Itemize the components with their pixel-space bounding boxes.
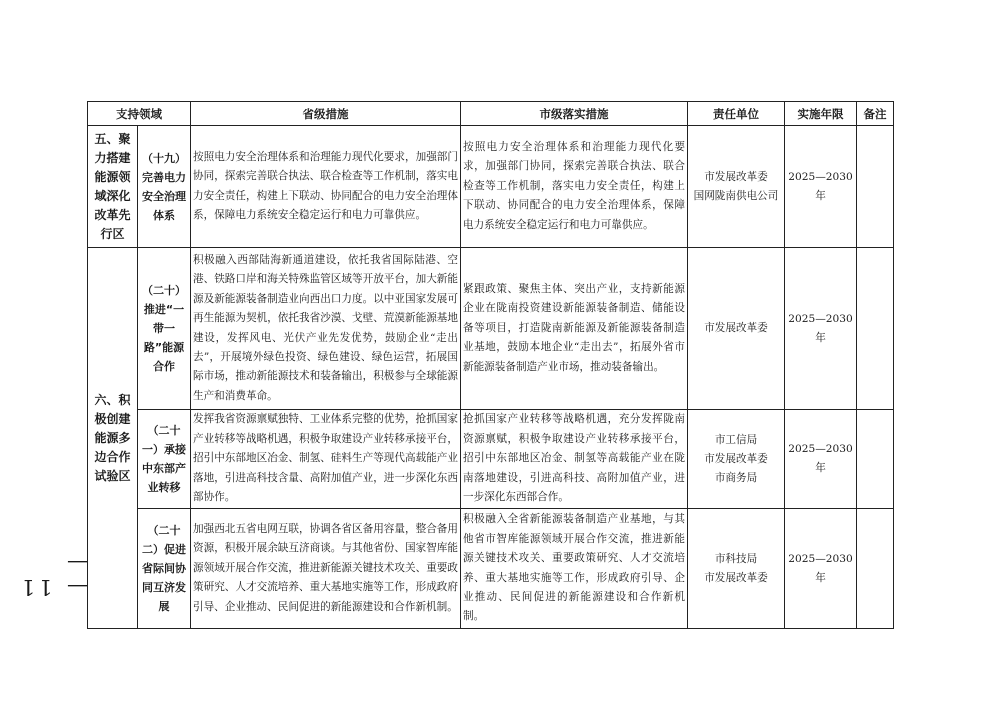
responsible-unit (688, 126, 785, 248)
area-cell: 五、聚力搭建能源领域深化改革先行区 (88, 126, 138, 248)
remark-cell (857, 410, 894, 509)
remark-cell (857, 248, 894, 410)
unit-line: 市发展改革委 (704, 170, 768, 183)
responsible-unit (688, 509, 785, 629)
header-municipal-measures: 市级落实措施 (461, 102, 688, 126)
item-title: （二十一）承接中东部产业转移 (138, 410, 191, 509)
header-responsible-unit: 责任单位 (688, 102, 785, 126)
header-remarks: 备注 (857, 102, 894, 126)
table-header-row (88, 102, 894, 126)
unit-line: 市科技局 (714, 552, 758, 565)
unit-line: 市商务局 (714, 471, 758, 484)
policy-table (87, 101, 894, 629)
page-number: — 11 — (17, 551, 88, 599)
item-title: （二十二）促进省际间协同互济发展 (138, 509, 191, 629)
remark-cell (857, 509, 894, 629)
item-title: （二十）推进“一带一路”能源合作 (138, 248, 191, 410)
provincial-measure-text: 加强西北五省电网互联，协调各省区备用容量，整合备用资源，积极开展余缺互济商谈。与其他省份、国家智库能源领域开展合作交流，推进新能源关键技术攻关、重要政策研究、人才交流培养、重大基地实施等工作，形成政府引导、企业推动、民间促进的新能源建设和合作新机制。 (191, 509, 461, 629)
unit-line: 国网陇南供电公司 (693, 189, 779, 202)
area-cell: 六、积极创建能源多边合作试验区 (88, 248, 138, 629)
header-provincial-measures: 省级措施 (191, 102, 461, 126)
provincial-measure-text: 积极融入西部陆海新通道建设，依托我省国际陆港、空港、铁路口岸和海关特殊监管区域等开放平台，加大新能源及新能源装备制造业向西出口力度。以中亚国家发展可再生能源为契机，依托我省沙漠、戈壁、荒漠新能源基地建设，发挥风电、光伏产业先发优势，鼓励企业“走出去”，开展境外绿色投资、绿色建设、绿色运营，拓展国际市场，推动新能源技术和装备输出，积极参与全球能源生产和消费革命。 (191, 248, 461, 410)
implementation-years: 2025—2030年 (785, 509, 857, 629)
municipal-measure-text: 紧跟政策、聚焦主体、突出产业，支持新能源企业在陇南投资建设新能源装备制造、储能设备等项目，打造陇南新能源及新能源装备制造业基地，鼓励本地企业“走出去”，拓展外省市新能源装备制造产业市场，推动装备输出。 (461, 248, 688, 410)
table-row (88, 509, 894, 629)
table-row (88, 410, 894, 509)
implementation-years: 2025—2030年 (785, 410, 857, 509)
unit-line: 市发展改革委 (704, 322, 768, 334)
unit-line: 市工信局 (714, 433, 758, 446)
implementation-years: 2025—2030年 (785, 248, 857, 410)
table-row (88, 248, 894, 410)
provincial-measure-text: 发挥我省资源禀赋独特、工业体系完整的优势，抢抓国家产业转移等战略机遇，积极争取建设产业转移承接平台，招引中东部地区冶金、制氢、硅料生产等现代高载能产业落地，引进高科技含量、高附加值产业，进一步深化东西部协作。 (191, 410, 461, 509)
responsible-unit (688, 410, 785, 509)
municipal-measure-text: 积极融入全省新能源装备制造产业基地，与其他省市智库能源领域开展合作交流，推进新能源关键技术攻关、重要政策研究、人才交流培养、重大基地实施等工作，形成政府引导、企业推动、民间促进的新能源建设和合作新机制。 (461, 509, 688, 629)
provincial-measure-text: 按照电力安全治理体系和治理能力现代化要求，加强部门协同，探索完善联合执法、联合检查等工作机制，落实电力安全责任，构建上下联动、协同配合的电力安全治理体系，保障电力系统安全稳定运行和电力可靠供应。 (191, 126, 461, 248)
municipal-measure-text: 按照电力安全治理体系和治理能力现代化要求，加强部门协同，探索完善联合执法、联合检查等工作机制，落实电力安全责任，构建上下联动、协同配合的电力安全治理体系，保障电力系统安全稳定运行和电力可靠供应。 (461, 126, 688, 248)
table-row (88, 126, 894, 248)
unit-line: 市发展改革委 (704, 452, 768, 465)
header-implementation-years: 实施年限 (785, 102, 857, 126)
implementation-years: 2025—2030年 (785, 126, 857, 248)
header-support-area: 支持领域 (88, 102, 191, 126)
unit-line: 市发展改革委 (704, 571, 768, 584)
responsible-unit (688, 248, 785, 410)
municipal-measure-text: 抢抓国家产业转移等战略机遇，充分发挥陇南资源禀赋，积极争取建设产业转移承接平台，招引中东部地区冶金、制氢等高载能产业在陇南落地建设，引进高科技、高附加值产业，进一步深化东西部合作。 (461, 410, 688, 509)
remark-cell (857, 126, 894, 248)
item-title: （十九）完善电力安全治理体系 (138, 126, 191, 248)
